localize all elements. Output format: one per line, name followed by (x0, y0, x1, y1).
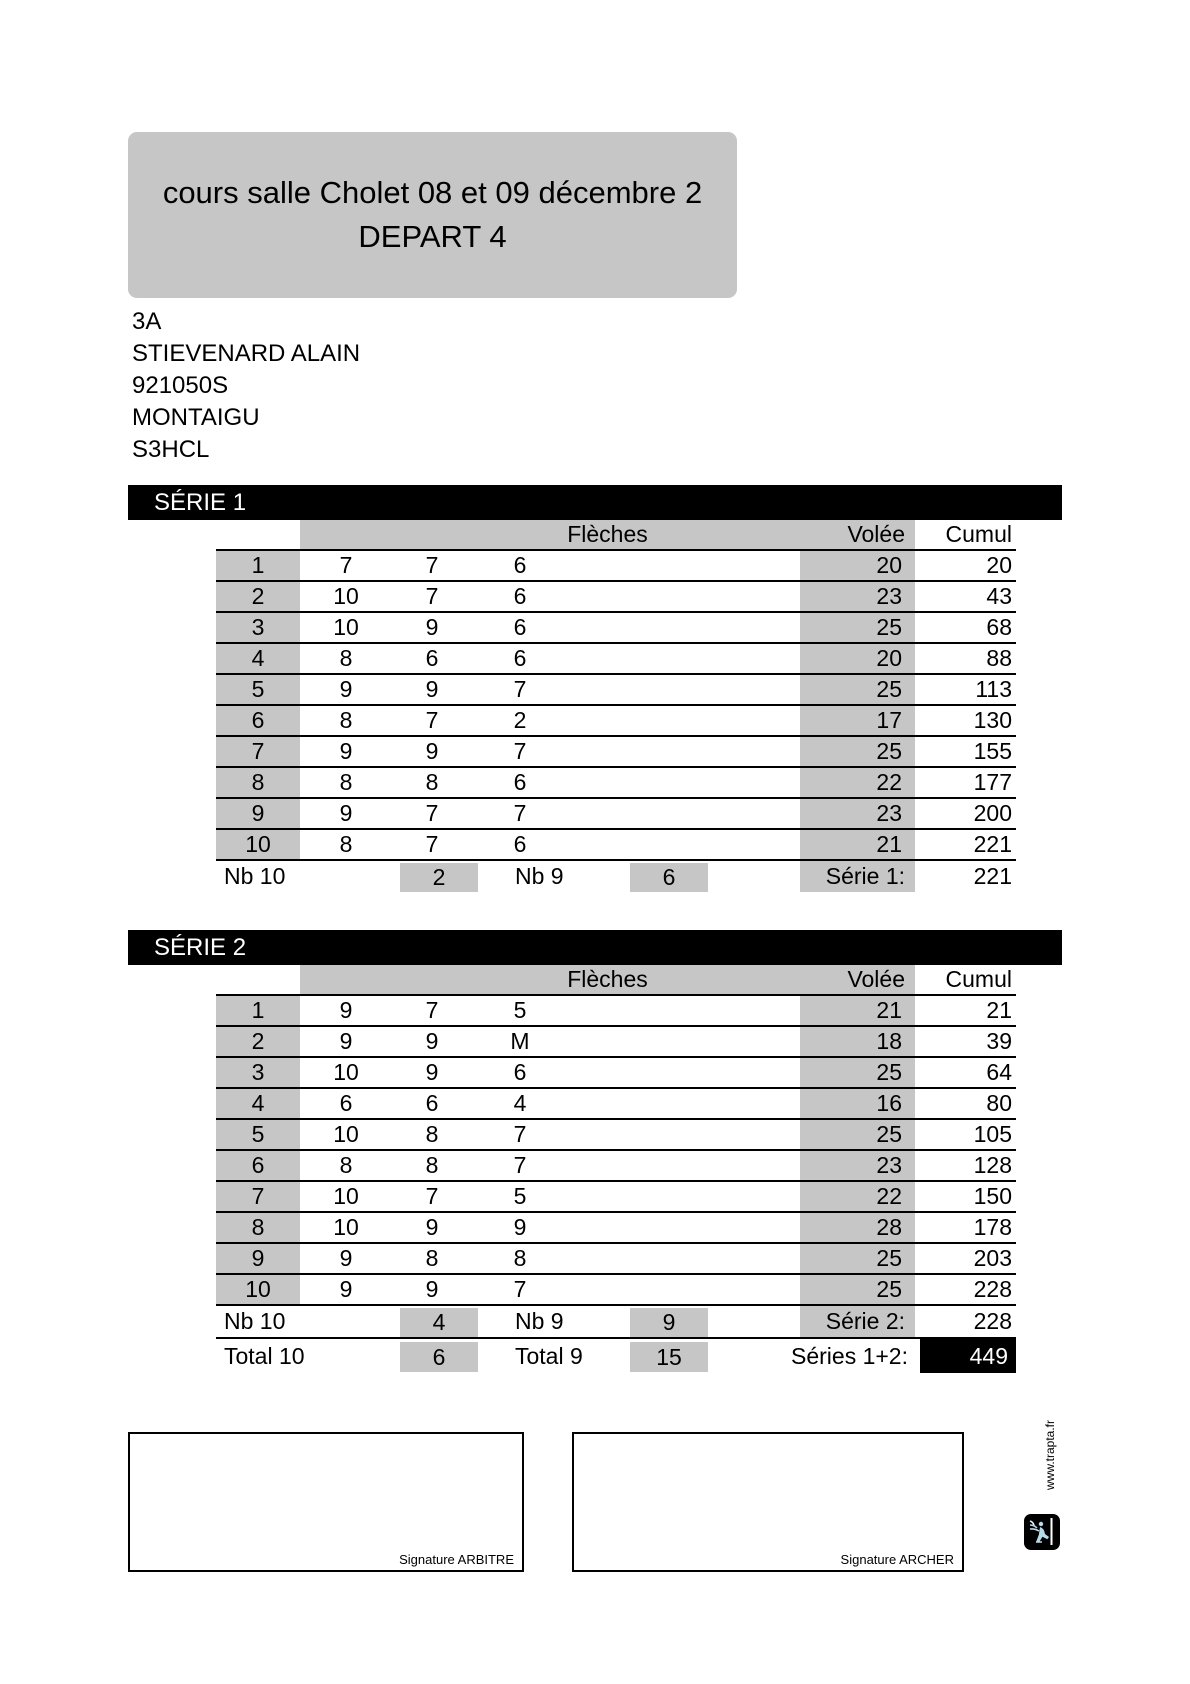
volley-number-cell: 1 (216, 996, 300, 1025)
score-row (216, 644, 1016, 675)
arrow-2-cell: 7 (425, 800, 439, 826)
volee-total-cell: 25 (800, 737, 915, 766)
nb9-value-box: 9 (630, 1308, 708, 1337)
nb10-label: Nb 10 (224, 863, 286, 889)
cumul-total-cell: 105 (973, 1121, 1012, 1147)
arrow-1-cell: 9 (339, 1028, 353, 1054)
arrow-2-cell: 7 (425, 707, 439, 733)
grand-total-row (216, 1337, 1016, 1373)
volley-number-cell: 10 (216, 1275, 300, 1304)
cumul-header: Cumul (945, 966, 1012, 992)
score-row (216, 1151, 1016, 1182)
arrow-1-cell: 9 (339, 997, 353, 1023)
volley-number-cell: 9 (216, 799, 300, 828)
cumul-total-cell: 178 (973, 1214, 1012, 1240)
arrow-3-cell: 2 (513, 707, 527, 733)
arrow-2-cell: 8 (425, 1121, 439, 1147)
serie-2-table (216, 965, 1016, 1373)
arrow-3-cell: M (510, 1028, 530, 1054)
arrow-2-cell: 9 (425, 1059, 439, 1085)
volley-number-cell: 4 (216, 1089, 300, 1118)
arrow-2-cell: 8 (425, 1245, 439, 1271)
arrow-3-cell: 6 (513, 552, 527, 578)
table-header-row (216, 965, 1016, 996)
arrow-2-cell: 8 (425, 769, 439, 795)
volee-total-cell: 17 (800, 706, 915, 735)
score-row (216, 1244, 1016, 1275)
arrow-2-cell: 6 (425, 1090, 439, 1116)
volee-total-cell: 23 (800, 582, 915, 611)
arrow-2-cell: 9 (425, 1028, 439, 1054)
volee-total-cell: 28 (800, 1213, 915, 1242)
serie-total-label: Série 2: (800, 1306, 915, 1337)
cumul-total-cell: 200 (973, 800, 1012, 826)
score-row (216, 1182, 1016, 1213)
serie-2-header-bar: SÉRIE 2 (128, 930, 1062, 965)
volee-total-cell: 21 (800, 996, 915, 1025)
volley-number-cell: 7 (216, 737, 300, 766)
fleches-header: Flèches (567, 521, 648, 547)
arrow-3-cell: 6 (513, 831, 527, 857)
cumul-total-cell: 80 (986, 1090, 1012, 1116)
cumul-total-cell: 20 (986, 552, 1012, 578)
competition-title: cours salle Cholet 08 et 09 décembre 2 (162, 175, 703, 210)
volee-total-cell: 25 (800, 675, 915, 704)
arrow-3-cell: 7 (513, 1276, 527, 1302)
volee-total-cell: 23 (800, 1151, 915, 1180)
arrow-3-cell: 5 (513, 1183, 527, 1209)
volee-total-cell: 22 (800, 768, 915, 797)
arrow-2-cell: 7 (425, 831, 439, 857)
arrow-1-cell: 9 (339, 1276, 353, 1302)
arrow-1-cell: 10 (333, 1059, 359, 1085)
score-row (216, 582, 1016, 613)
serie-total-label: Série 1: (800, 861, 915, 892)
arrow-1-cell: 8 (339, 707, 353, 733)
score-rows (216, 551, 1016, 861)
arrow-2-cell: 9 (425, 738, 439, 764)
arrow-3-cell: 6 (513, 769, 527, 795)
arrow-1-cell: 9 (339, 800, 353, 826)
arrow-1-cell: 8 (339, 769, 353, 795)
volley-number-cell: 2 (216, 1027, 300, 1056)
nb-summary-row (216, 1306, 1016, 1337)
score-row (216, 675, 1016, 706)
volee-total-cell: 20 (800, 644, 915, 673)
cumul-total-cell: 150 (973, 1183, 1012, 1209)
arrow-2-cell: 6 (425, 645, 439, 671)
cumul-total-cell: 128 (973, 1152, 1012, 1178)
volley-number-cell: 10 (216, 830, 300, 859)
volley-number-cell: 1 (216, 551, 300, 580)
arrow-3-cell: 7 (513, 1152, 527, 1178)
nb9-label: Nb 9 (515, 1308, 564, 1334)
score-row (216, 1058, 1016, 1089)
nb10-label: Nb 10 (224, 1308, 286, 1334)
score-rows (216, 996, 1016, 1306)
arrow-2-cell: 9 (425, 1214, 439, 1240)
cumul-total-cell: 177 (973, 769, 1012, 795)
arrow-1-cell: 7 (339, 552, 353, 578)
arrow-3-cell: 6 (513, 1059, 527, 1085)
cumul-total-cell: 64 (986, 1059, 1012, 1085)
score-row (216, 551, 1016, 582)
arrow-1-cell: 10 (333, 1183, 359, 1209)
volley-number-cell: 7 (216, 1182, 300, 1211)
volley-number-cell: 6 (216, 706, 300, 735)
total10-value-box: 6 (400, 1342, 478, 1372)
arrow-3-cell: 8 (513, 1245, 527, 1271)
volee-total-cell: 25 (800, 1058, 915, 1087)
arrow-1-cell: 8 (339, 1152, 353, 1178)
arrow-2-cell: 7 (425, 1183, 439, 1209)
archer-club: MONTAIGU (132, 404, 260, 431)
score-row (216, 706, 1016, 737)
archer-category: S3HCL (132, 436, 210, 463)
depart-label: DEPART 4 (358, 219, 507, 254)
volee-total-cell: 23 (800, 799, 915, 828)
cumul-total-cell: 221 (973, 831, 1012, 857)
archer-name: STIEVENARD ALAIN (132, 340, 361, 367)
volley-number-cell: 8 (216, 768, 300, 797)
trapta-logo-icon (1024, 1514, 1060, 1550)
score-row (216, 830, 1016, 861)
cumul-total-cell: 43 (986, 583, 1012, 609)
arrow-1-cell: 8 (339, 831, 353, 857)
arbitre-signature-box (128, 1432, 524, 1572)
arrow-3-cell: 7 (513, 738, 527, 764)
arrow-1-cell: 10 (333, 1214, 359, 1240)
volley-number-cell: 9 (216, 1244, 300, 1273)
arrow-2-cell: 7 (425, 552, 439, 578)
arrow-1-cell: 10 (333, 583, 359, 609)
archer-signature-label: Signature ARCHER (840, 1552, 954, 1567)
score-row (216, 1027, 1016, 1058)
score-row (216, 768, 1016, 799)
arrow-3-cell: 5 (513, 997, 527, 1023)
volley-number-cell: 3 (216, 613, 300, 642)
competition-title-box (128, 132, 737, 298)
cumul-total-cell: 21 (986, 997, 1012, 1023)
score-row (216, 996, 1016, 1027)
volee-total-cell: 16 (800, 1089, 915, 1118)
score-row (216, 799, 1016, 830)
arrow-2-cell: 7 (425, 997, 439, 1023)
arrow-2-cell: 9 (425, 676, 439, 702)
serie-total-value: 221 (973, 863, 1012, 889)
arrow-3-cell: 4 (513, 1090, 527, 1116)
nb10-value-box: 4 (400, 1308, 478, 1337)
arrow-3-cell: 7 (513, 800, 527, 826)
arrow-1-cell: 8 (339, 645, 353, 671)
total9-value-box: 15 (630, 1342, 708, 1372)
volley-number-cell: 6 (216, 1151, 300, 1180)
nb9-value-box: 6 (630, 863, 708, 892)
arrow-3-cell: 6 (513, 645, 527, 671)
series-1-2-label: Séries 1+2: (791, 1343, 908, 1369)
fleches-header: Flèches (567, 966, 648, 992)
score-row (216, 737, 1016, 768)
arrow-3-cell: 6 (513, 583, 527, 609)
volee-total-cell: 25 (800, 1244, 915, 1273)
archer-license: 921050S (132, 372, 229, 399)
cumul-total-cell: 68 (986, 614, 1012, 640)
nb-summary-row (216, 861, 1016, 892)
archer-signature-box (572, 1432, 964, 1572)
score-row (216, 1089, 1016, 1120)
arbitre-signature-label: Signature ARBITRE (399, 1552, 514, 1567)
volee-total-cell: 25 (800, 1120, 915, 1149)
score-row (216, 1275, 1016, 1306)
volee-total-cell: 20 (800, 551, 915, 580)
cumul-total-cell: 130 (973, 707, 1012, 733)
arrow-1-cell: 9 (339, 738, 353, 764)
arrow-2-cell: 9 (425, 1276, 439, 1302)
cumul-total-cell: 39 (986, 1028, 1012, 1054)
arrow-3-cell: 9 (513, 1214, 527, 1240)
cumul-total-cell: 113 (975, 676, 1012, 702)
volley-number-cell: 2 (216, 582, 300, 611)
volley-number-cell: 4 (216, 644, 300, 673)
archer-target: 3A (132, 308, 162, 335)
table-header-row (216, 520, 1016, 551)
volee-total-cell: 22 (800, 1182, 915, 1211)
arrow-2-cell: 8 (425, 1152, 439, 1178)
nb9-label: Nb 9 (515, 863, 564, 889)
total9-label: Total 9 (515, 1343, 583, 1369)
score-row (216, 613, 1016, 644)
arrow-1-cell: 9 (339, 1245, 353, 1271)
volee-header: Volée (847, 521, 905, 547)
cumul-total-cell: 228 (973, 1276, 1012, 1302)
serie-1-table (216, 520, 1016, 892)
cumul-header: Cumul (945, 521, 1012, 547)
volee-total-cell: 25 (800, 1275, 915, 1304)
volee-total-cell: 18 (800, 1027, 915, 1056)
cumul-total-cell: 203 (973, 1245, 1012, 1271)
arrow-1-cell: 10 (333, 1121, 359, 1147)
cumul-total-cell: 88 (986, 645, 1012, 671)
volley-number-cell: 5 (216, 675, 300, 704)
volee-total-cell: 21 (800, 830, 915, 859)
volley-number-cell: 3 (216, 1058, 300, 1087)
serie-total-value: 228 (973, 1308, 1012, 1334)
arrow-1-cell: 6 (339, 1090, 353, 1116)
archer-info (132, 306, 360, 466)
arrow-1-cell: 10 (333, 614, 359, 640)
volee-total-cell: 25 (800, 613, 915, 642)
arrow-3-cell: 7 (513, 676, 527, 702)
series-1-2-total-box: 449 (920, 1339, 1016, 1373)
volley-number-cell: 5 (216, 1120, 300, 1149)
arrow-1-cell: 9 (339, 676, 353, 702)
arrow-3-cell: 7 (513, 1121, 527, 1147)
cumul-total-cell: 155 (973, 738, 1012, 764)
total10-label: Total 10 (224, 1343, 305, 1369)
arrow-2-cell: 9 (425, 614, 439, 640)
score-row (216, 1120, 1016, 1151)
nb10-value-box: 2 (400, 863, 478, 892)
arrow-2-cell: 7 (425, 583, 439, 609)
arrow-3-cell: 6 (513, 614, 527, 640)
volee-header: Volée (847, 966, 905, 992)
serie-1-header-bar: SÉRIE 1 (128, 485, 1062, 520)
trapta-website: www.trapta.fr (1043, 1419, 1057, 1491)
score-row (216, 1213, 1016, 1244)
volley-number-cell: 8 (216, 1213, 300, 1242)
